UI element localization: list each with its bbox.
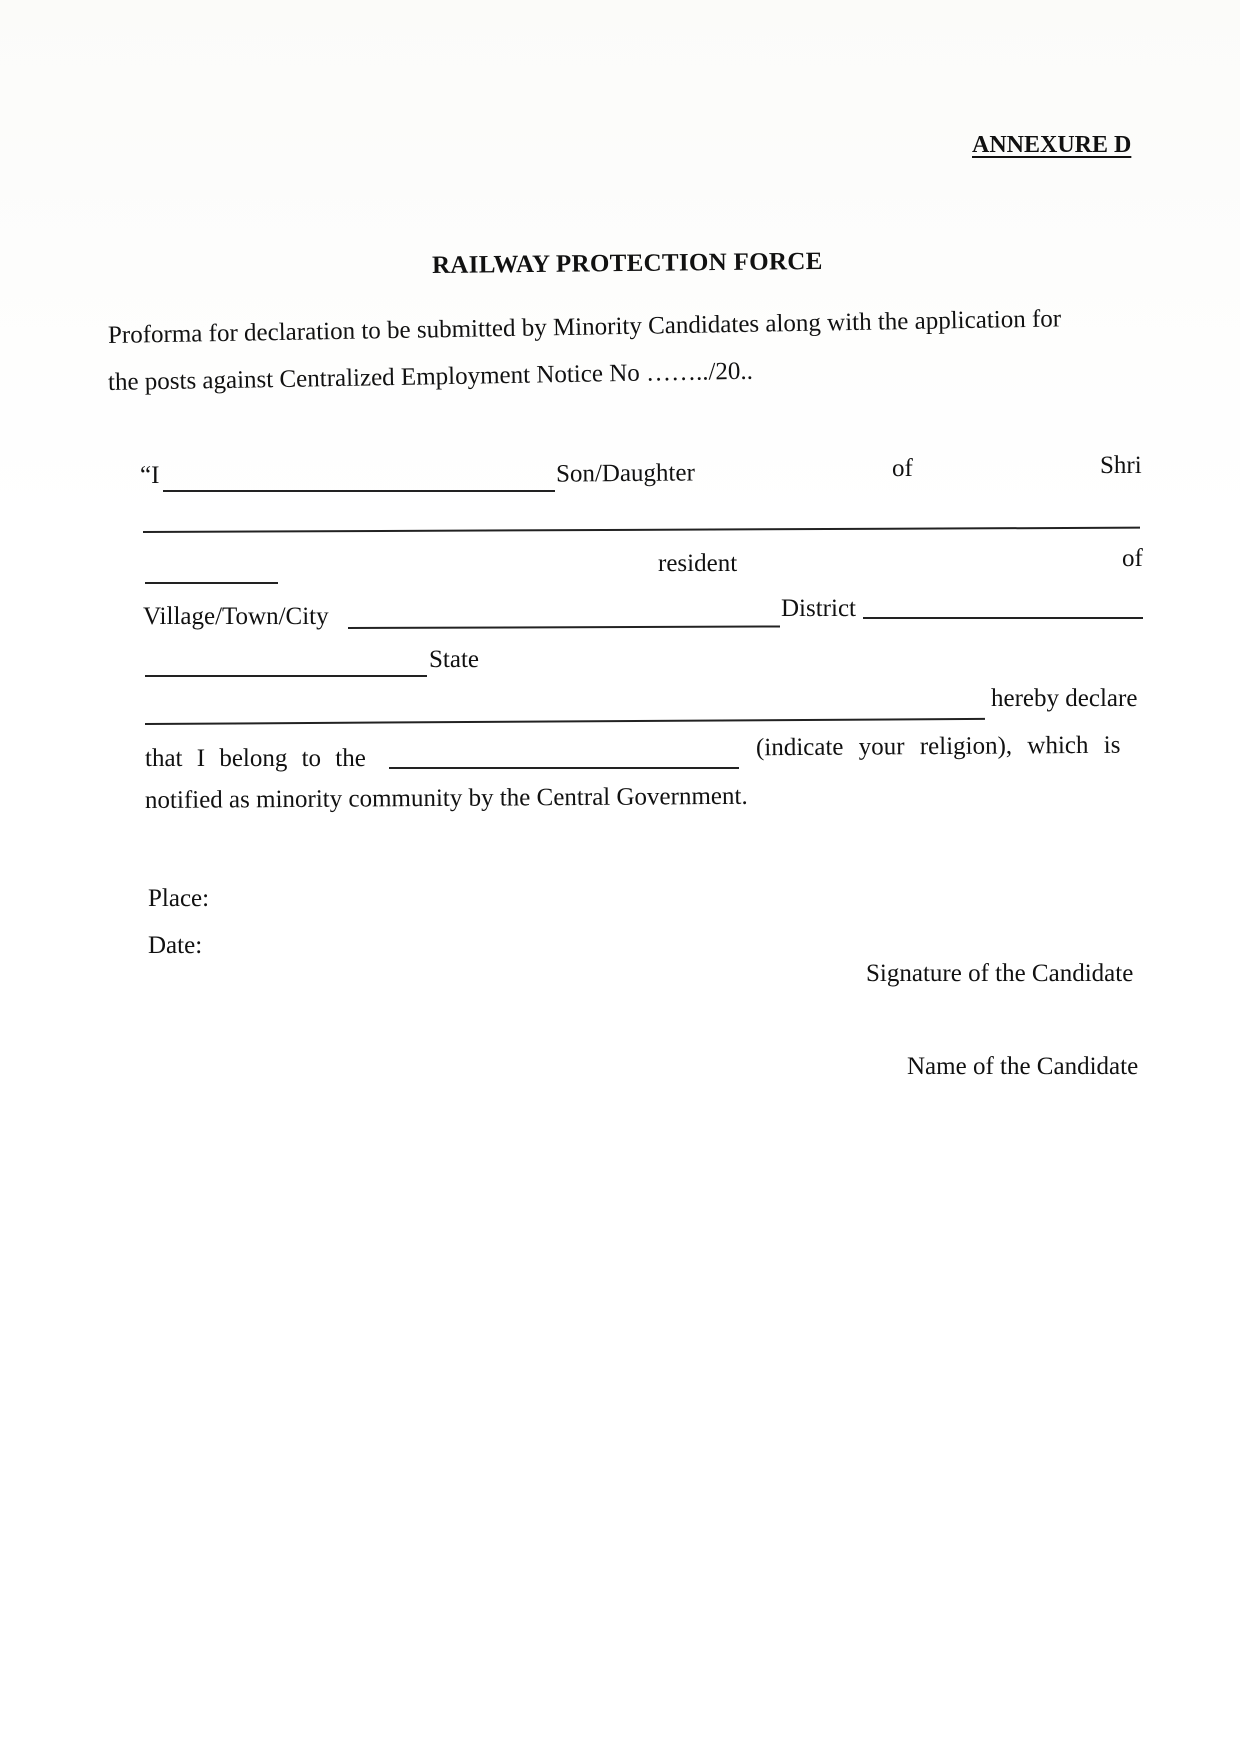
belong-prefix: that I belong to the <box>145 745 366 772</box>
state-field[interactable] <box>145 675 427 677</box>
state-label: State <box>429 646 479 673</box>
resident-label: resident <box>658 550 738 577</box>
document-title: RAILWAY PROTECTION FORCE <box>431 247 823 280</box>
intro-line-1: Proforma for declaration to be submitted by Minority Candidates along with the application for <box>107 305 1062 349</box>
name-field[interactable] <box>163 490 555 492</box>
signature-label: Signature of the Candidate <box>866 960 1134 987</box>
candidate-name-label: Name of the Candidate <box>907 1053 1139 1080</box>
of-label-1: of <box>892 455 913 482</box>
village-field[interactable] <box>348 625 780 629</box>
date-label: Date: <box>148 932 203 959</box>
shri-label: Shri <box>1100 452 1142 479</box>
district-field[interactable] <box>863 617 1143 619</box>
hereby-declare-label: hereby declare <box>991 685 1138 712</box>
of-label-2: of <box>1122 545 1143 572</box>
religion-field[interactable] <box>389 767 739 769</box>
additional-address-field[interactable] <box>145 718 985 725</box>
father-name-continuation-field[interactable] <box>145 582 278 584</box>
place-label: Place: <box>148 885 210 912</box>
religion-hint: (indicate your religion), which is <box>755 731 1121 762</box>
intro-line-2: the posts against Centralized Employment Notice No ……../20.. <box>107 357 754 396</box>
open-quote-i: “I <box>140 462 160 489</box>
district-label: District <box>781 595 856 622</box>
village-label: Village/Town/City <box>143 603 329 630</box>
annexure-heading: ANNEXURE D <box>972 132 1132 158</box>
son-daughter-label: Son/Daughter <box>555 459 695 488</box>
notified-statement: notified as minority community by the Central Government. <box>144 782 748 814</box>
father-name-field[interactable] <box>143 527 1140 533</box>
